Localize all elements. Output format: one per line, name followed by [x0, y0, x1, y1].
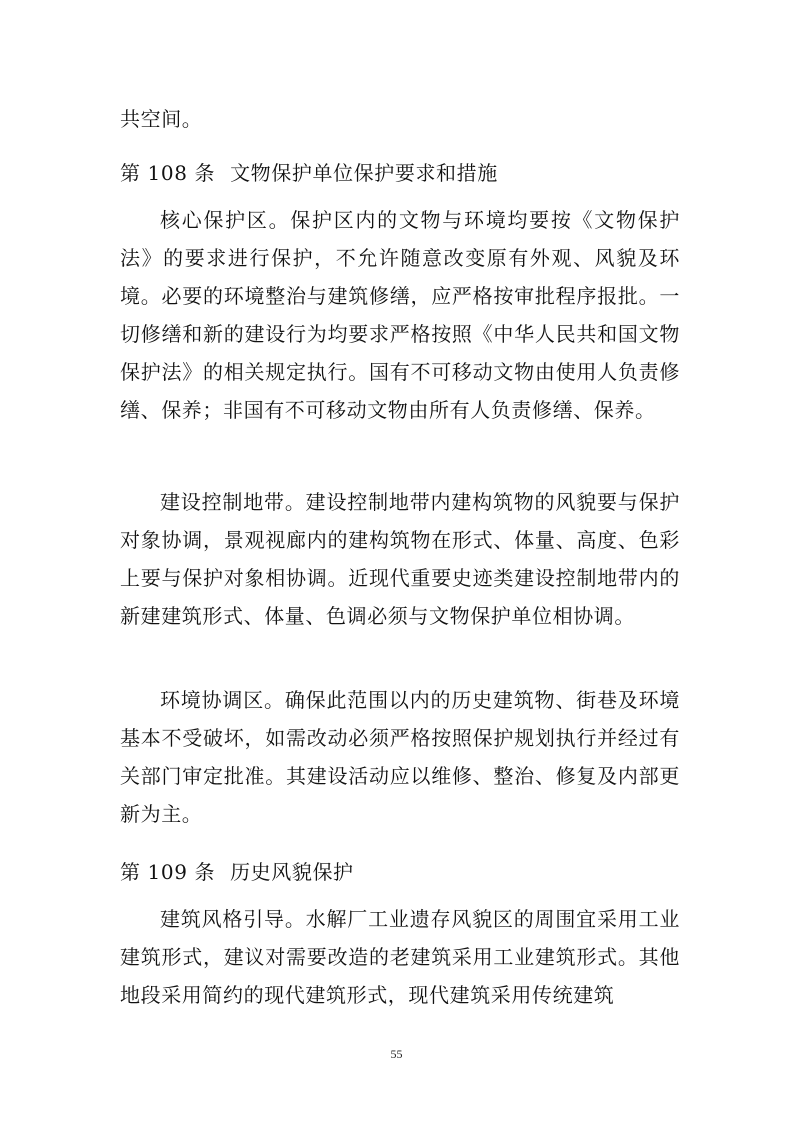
paragraph-core-protection-zone: 核心保护区。保护区内的文物与环境均要按《文物保护法》的要求进行保护，不允许随意改变原有外观、风貌及环境。必要的环境整治与建筑修缮，应严格按审批程序报批。一切修缮和新的建设行为均要求严格按照《中华人民共和国文物保护法》的相关规定执行。国有不可移动文物由使用人负责修缮、保养；非国有不可移动文物由所有人负责修缮、保养。 [120, 208, 680, 422]
section-title: 历史风貌保护 [230, 860, 354, 884]
paragraph-environment-coordination-zone: 环境协调区。确保此范围以内的历史建筑物、街巷及环境基本不受破坏，如需改动必须严格按照保护规划执行并经过有关部门审定批准。其建设活动应以维修、整治、修复及内部更新为主。 [120, 688, 680, 826]
page-number: 55 [390, 1047, 403, 1061]
paragraph-building-style-guidance: 建筑风格引导。水解厂工业遗存风貌区的周围宜采用工业建筑形式，建议对需要改造的老建筑采用工业建筑形式。其他地段采用简约的现代建筑形式，现代建筑采用传统建筑 [120, 907, 680, 1007]
section-heading-108 [120, 154, 498, 192]
paragraph-construction-control-zone: 建设控制地带。建设控制地带内建构筑物的风貌要与保护对象协调，景观视廊内的建构筑物在形式、体量、高度、色彩上要与保护对象相协调。近现代重要史迹类建设控制地带内的新建建筑形式、体量、色调必须与文物保护单位相协调。 [120, 490, 680, 628]
section-number: 第 108 条 [120, 161, 216, 185]
section-title: 文物保护单位保护要求和措施 [230, 161, 498, 185]
section-heading-109 [120, 853, 354, 891]
section-number: 第 109 条 [120, 860, 216, 884]
continued-text: 共空间。 [120, 107, 203, 131]
